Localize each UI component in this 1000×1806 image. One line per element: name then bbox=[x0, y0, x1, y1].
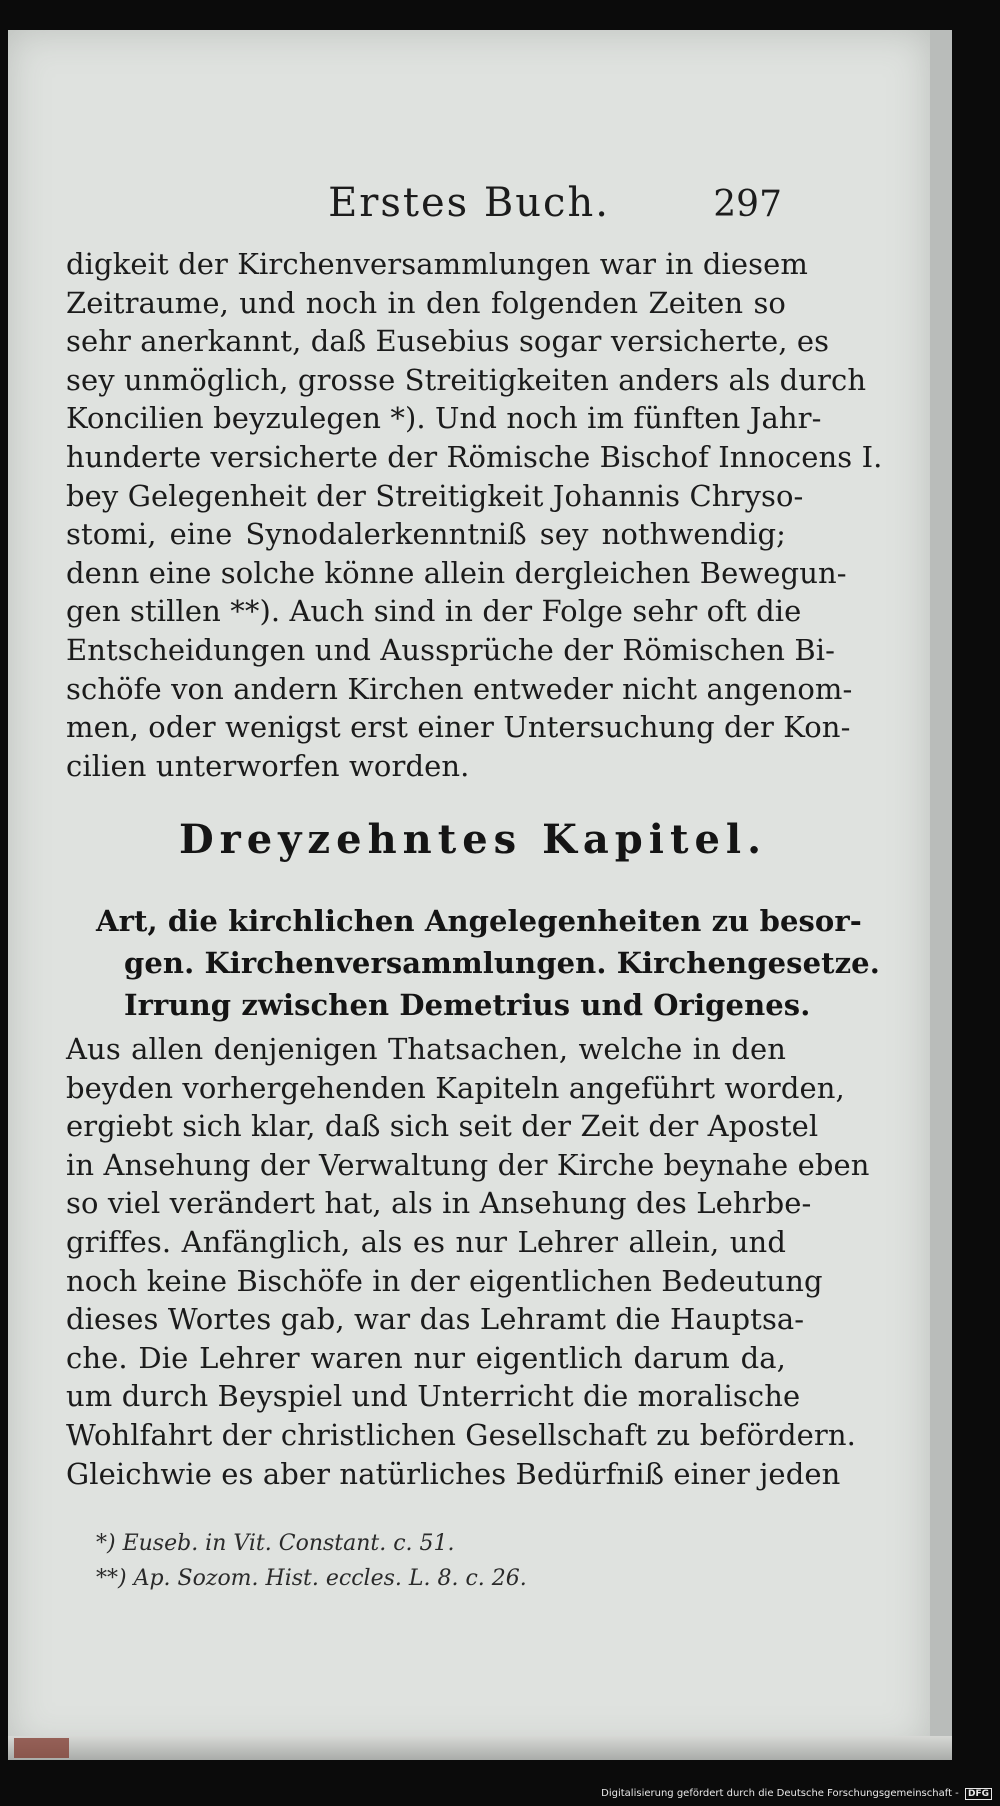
text-line: dieses Wortes gab, war das Lehramt die Hauptsa- bbox=[66, 1302, 805, 1337]
text-line: bey Gelegenheit der Streitigkeit Johannis Chryso- bbox=[66, 478, 804, 513]
paragraph-2 bbox=[66, 1030, 870, 1493]
text-line: Wohlfahrt der christlichen Gesellschaft zu befördern. bbox=[66, 1417, 856, 1452]
page-bottom-edge bbox=[8, 1736, 952, 1760]
book-page bbox=[8, 30, 930, 1750]
text-line: um durch Beyspiel und Unterricht die moralische bbox=[66, 1379, 801, 1414]
text-line: cilien unterworfen worden. bbox=[66, 748, 470, 783]
binding-stain bbox=[14, 1738, 69, 1758]
page-edge bbox=[930, 30, 952, 1750]
text-line: Gleichwie es aber natürliches Bedürfniß einer jeden bbox=[66, 1456, 841, 1491]
text-line: schöfe von andern Kirchen entweder nicht angenom- bbox=[66, 671, 853, 706]
chapter-summary bbox=[96, 900, 880, 1026]
summary-line: Art, die kirchlichen Angelegenheiten zu besor- bbox=[96, 904, 862, 938]
digitization-credit bbox=[601, 1788, 992, 1800]
text-line: denn eine solche könne allein dergleichen Bewegun- bbox=[66, 555, 847, 590]
text-line: so viel verändert hat, als in Ansehung des Lehrbe- bbox=[66, 1186, 812, 1221]
text-line: Entscheidungen und Aussprüche der Römischen Bi- bbox=[66, 632, 836, 667]
text-line: Koncilien beyzulegen *). Und noch im fünften Jahr- bbox=[66, 401, 822, 436]
summary-line: Irrung zwischen Demetrius und Origenes. bbox=[124, 988, 811, 1022]
text-line: Zeitraume, und noch in den folgenden Zeiten so bbox=[66, 285, 786, 320]
text-line: gen stillen **). Auch sind in der Folge sehr oft die bbox=[66, 594, 802, 629]
credit-text: Digitalisierung gefördert durch die Deutsche Forschungsgemeinschaft - bbox=[601, 1788, 959, 1799]
text-line: Aus allen denjenigen Thatsachen, welche in den bbox=[66, 1032, 786, 1066]
dfg-logo: DFG bbox=[965, 1788, 992, 1800]
text-line: sehr anerkannt, daß Eusebius sogar versicherte, es bbox=[66, 324, 830, 359]
summary-line: gen. Kirchenversammlungen. Kirchengesetze. bbox=[124, 946, 880, 980]
footnote: *) Euseb. in Vit. Constant. c. 51. bbox=[96, 1531, 455, 1556]
text-line: hunderte versicherte der Römische Bischof Innocens I. bbox=[66, 439, 883, 474]
text-line: beyden vorhergehenden Kapiteln angeführt worden, bbox=[66, 1070, 845, 1105]
page-number: 297 bbox=[713, 184, 782, 225]
text-line: griffes. Anfänglich, als es nur Lehrer allein, und bbox=[66, 1224, 786, 1259]
running-title: Erstes Buch. bbox=[328, 180, 610, 226]
paragraph-1 bbox=[66, 245, 883, 785]
text-line: ergiebt sich klar, daß sich seit der Zeit der Apostel bbox=[66, 1109, 819, 1144]
text-line: men, oder wenigst erst einer Untersuchung der Kon- bbox=[66, 710, 851, 745]
page-header bbox=[8, 180, 930, 240]
text-line: sey unmöglich, grosse Streitigkeiten anders als durch bbox=[66, 362, 867, 397]
chapter-heading: Dreyzehntes Kapitel. bbox=[178, 816, 768, 863]
footnote: **) Ap. Sozom. Hist. eccles. L. 8. c. 26. bbox=[96, 1566, 527, 1591]
text-line: che. Die Lehrer waren nur eigentlich darum da, bbox=[66, 1340, 786, 1375]
text-line: digkeit der Kirchenversammlungen war in diesem bbox=[66, 247, 808, 281]
text-line: noch keine Bischöfe in der eigentlichen Bedeutung bbox=[66, 1263, 823, 1298]
text-line: in Ansehung der Verwaltung der Kirche beynahe eben bbox=[66, 1147, 870, 1182]
text-line: stomi, eine Synodalerkenntniß sey nothwendig; bbox=[66, 517, 786, 552]
footnotes bbox=[96, 1526, 796, 1596]
